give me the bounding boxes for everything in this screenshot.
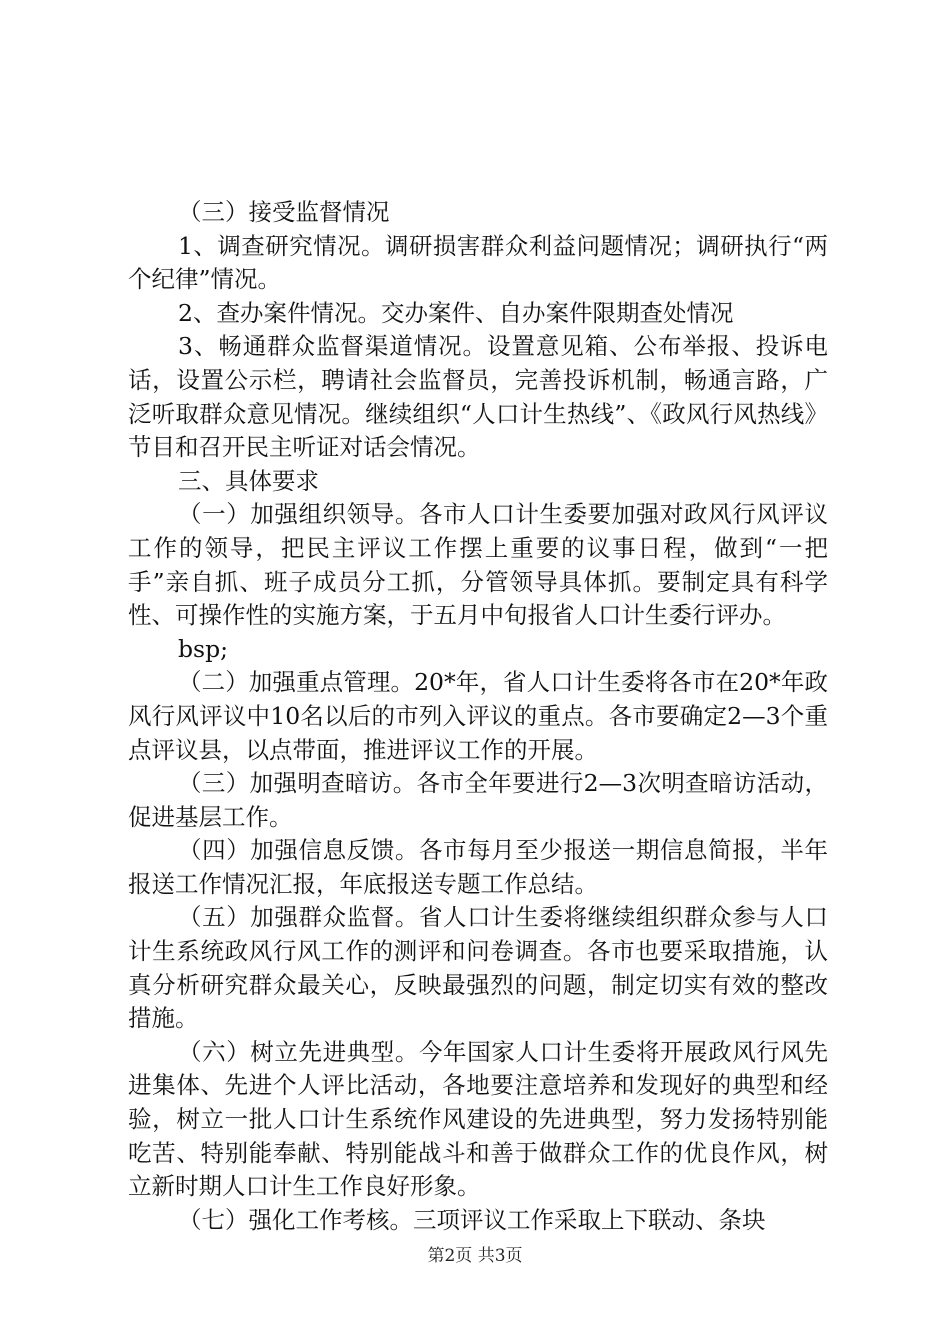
- paragraph-research: 1、调查研究情况。调研损害群众利益问题情况；调研执行“两个纪律”情况。: [128, 231, 828, 294]
- document-body: [128, 196, 828, 1237]
- paragraph-inspection: （三）加强明查暗访。各市全年要进行2—3次明查暗访活动，促进基层工作。: [128, 769, 828, 831]
- paragraph-cases: 2、查办案件情况。交办案件、自办案件限期查处情况: [178, 298, 734, 327]
- section-heading-supervision: （三）接受监督情况: [178, 198, 390, 226]
- paragraph-assessment: （七）强化工作考核。三项评议工作采取上下联动、条块: [178, 1205, 766, 1234]
- page-number-footer: 第2页 共3页: [427, 1246, 523, 1266]
- paragraph-feedback: （四）加强信息反馈。各市每月至少报送一期信息简报，半年报送工作情况汇报，年底报送专题工作总结。: [128, 836, 828, 898]
- paragraph-channels: 3、畅通群众监督渠道情况。设置意见箱、公布举报、投诉电话，设置公示栏，聘请社会监督员，完善投诉机制，畅通言路，广泛听取群众意见情况。继续组织“人口计生热线”、《政风行风热线》节目和召开民主听证对话会情况。: [128, 332, 828, 462]
- paragraph-artifact: bsp;: [178, 634, 229, 663]
- paragraph-public-supervision: （五）加强群众监督。省人口计生委将继续组织群众参与人口计生系统政风行风工作的测评和问卷调查。各市也要采取措施，认真分析研究群众最关心，反映最强烈的问题，制定切实有效的整改措施。: [128, 903, 828, 1033]
- paragraph-leadership: （一）加强组织领导。各市人口计生委要加强对政风行风评议工作的领导，把民主评议工作摆上重要的议事日程，做到“一把手”亲自抓、班子成员分工抓，分管领导具体抓。要制定具有科学性、可操作性的实施方案，于五月中旬报省人口计生委行评办。: [128, 500, 828, 630]
- paragraph-key-management: （二）加强重点管理。20*年，省人口计生委将各市在20*年政风行风评议中10名以后的市列入评议的重点。各市要确定2—3个重点评议县，以点带面，推进评议工作的开展。: [128, 668, 828, 764]
- paragraph-models: （六）树立先进典型。今年国家人口计生委将开展政风行风先进集体、先进个人评比活动，各地要注意培养和发现好的典型和经验，树立一批人口计生系统作风建设的先进典型，努力发扬特别能吃苦、特别能奉献、特别能战斗和善于做群众工作的优良作风，树立新时期人口计生工作良好形象。: [128, 1037, 828, 1201]
- section-heading-requirements: 三、具体要求: [178, 466, 319, 495]
